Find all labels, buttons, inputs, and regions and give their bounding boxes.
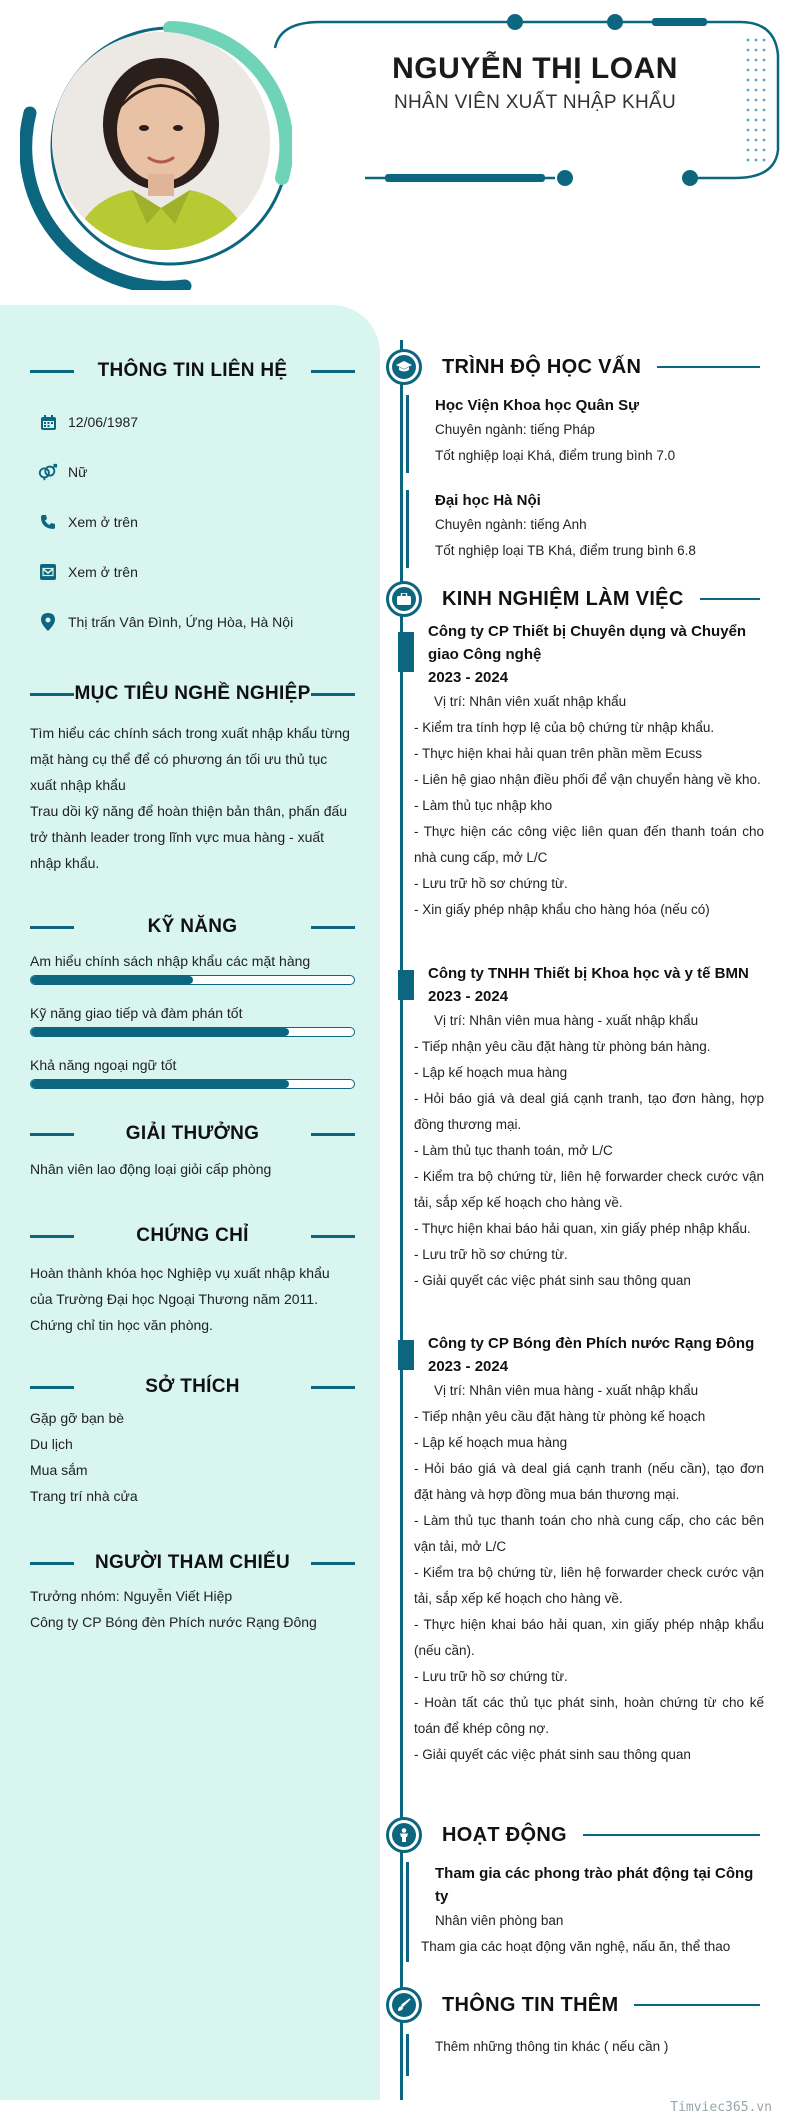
contact-gender: Nữ: [30, 461, 355, 483]
experience-heading: KINH NGHIỆM LÀM VIỆC: [386, 581, 760, 617]
watermark-text: Timviec365.vn: [670, 2100, 772, 2115]
references-section: [30, 1549, 355, 1635]
activities-heading: HOẠT ĐỘNG: [386, 1817, 760, 1853]
objective-section-title: MỤC TIÊU NGHỀ NGHIỆP: [30, 680, 355, 708]
activity-desc: Tham gia các hoạt động văn nghệ, nấu ăn, thể thao: [421, 1939, 731, 1954]
gender-icon: [38, 462, 58, 482]
reference-line: Công ty CP Bóng đèn Phích nước Rạng Đông: [30, 1614, 317, 1630]
phone-icon: [38, 512, 58, 532]
company-name: Công ty CP Bóng đèn Phích nước Rạng Đông: [428, 1335, 755, 1352]
briefcase-icon: [392, 587, 416, 611]
contact-phone: Xem ở trên: [30, 511, 355, 533]
left-column: [0, 305, 380, 2100]
job-marker: [398, 970, 414, 1000]
job-years: 2023 - 2024: [428, 669, 509, 686]
awards-section-title: GIẢI THƯỞNG: [30, 1120, 355, 1148]
extra-info-item: [406, 2034, 766, 2076]
job-position: Vị trí: Nhân viên xuất nhập khẩu: [434, 694, 627, 709]
brush-icon: [392, 1993, 416, 2017]
hobbies-section-title: SỞ THÍCH: [30, 1373, 355, 1401]
experience-item: Công ty CP Bóng đèn Phích nước Rạng Đông 2023 - 2024 Vị trí: Nhân viên mua hàng - xuất nhập khẩu - Tiếp nhận yêu cầu đặt hàng từ phòng kế hoạch - Lập kế hoạch mua hàng - Hỏi báo giá và deal giá cạnh tranh (nếu cần), tạo đơn đặt hàng và hợp đồng mua bán thương mại. - Làm thủ tục thanh toán cho nhà cung cấp, cho các bên vận tải, mở L/C - Kiểm tra bộ chứng từ, liên hệ forwarder check cước vận tải, sắp xếp kế hoạch cho hàng về. - Thực hiện khai báo hải quan, xin giấy phép nhập khẩu (nếu cần). - Lưu trữ hồ sơ chứng từ. - Hoàn tất các thủ tục phát sinh, hoàn chứng từ cho kế toán để khép công nợ. - Giải quyết các việc phát sinh sau thông quan: [414, 1332, 764, 1768]
skill-item: Am hiểu chính sách nhập khẩu các mặt hàng: [30, 953, 355, 985]
contact-address: Thị trấn Vân Đình, Ứng Hòa, Hà Nội: [30, 611, 355, 633]
extra-info-heading: THÔNG TIN THÊM: [386, 1987, 760, 2023]
calendar-icon: [38, 412, 58, 432]
full-name: NGUYỄN THỊ LOAN: [392, 52, 678, 85]
contact-birthdate: 12/06/1987: [30, 411, 355, 433]
hobby-item: Gặp gỡ bạn bè: [30, 1410, 125, 1426]
education-heading: TRÌNH ĐỘ HỌC VẤN: [386, 349, 760, 385]
certificates-section: [30, 1222, 355, 1338]
company-name: Công ty CP Thiết bị Chuyên dụng và Chuyển giao Công nghệ: [428, 623, 747, 663]
reference-line: Trưởng nhóm: Nguyễn Viết Hiệp: [30, 1588, 233, 1604]
graduation-cap-icon: [392, 355, 416, 379]
cv-header: [0, 0, 800, 300]
certificates-section-title: CHỨNG CHỈ: [30, 1222, 355, 1250]
education-item: Học Viện Khoa học Quân Sự Chuyên ngành: tiếng Pháp Tốt nghiệp loại Khá, điểm trung bình 7.0: [406, 395, 766, 473]
certificate-line: Hoàn thành khóa học Nghiệp vụ xuất nhập khẩu của Trường Đại học Ngoại Thương năm 2011.: [30, 1265, 330, 1307]
objective-line: Tìm hiểu các chính sách trong xuất nhập khẩu từng mặt hàng cụ thể để có phương án tối ưu thủ tục xuất nhập khẩu: [30, 725, 350, 793]
references-section-title: NGƯỜI THAM CHIẾU: [30, 1549, 355, 1577]
skill-bar: [30, 1027, 355, 1037]
hobby-item: Mua sắm: [30, 1462, 88, 1478]
extra-info-text: Thêm những thông tin khác ( nếu cần ): [435, 2039, 669, 2054]
hobby-item: Trang trí nhà cửa: [30, 1488, 138, 1504]
school-name: Học Viện Khoa học Quân Sự: [435, 397, 639, 414]
skills-section-title: KỸ NĂNG: [30, 913, 355, 941]
contact-section: [30, 357, 355, 661]
hobbies-section: [30, 1373, 355, 1509]
skill-item: Kỹ năng giao tiếp và đàm phán tốt: [30, 1005, 355, 1037]
job-marker: [398, 1340, 414, 1370]
job-marker: [398, 632, 414, 672]
watermark: [670, 2100, 772, 2115]
job-position: Vị trí: Nhân viên mua hàng - xuất nhập khẩu: [434, 1013, 699, 1028]
award-line: Nhân viên lao động loại giỏi cấp phòng: [30, 1161, 272, 1177]
activity-role: Nhân viên phòng ban: [435, 1913, 564, 1928]
mail-icon: [38, 562, 58, 582]
name-block: [360, 52, 710, 114]
contact-section-title: THÔNG TIN LIÊN HỆ: [30, 357, 355, 385]
skills-section: [30, 913, 355, 1109]
person-icon: [392, 1823, 416, 1847]
hobby-item: Du lịch: [30, 1436, 73, 1452]
job-years: 2023 - 2024: [428, 1358, 509, 1375]
school-name: Đại học Hà Nội: [435, 492, 541, 509]
objective-section: [30, 680, 355, 876]
company-name: Công ty TNHH Thiết bị Khoa học và y tế BMN: [428, 965, 749, 982]
certificate-line: Chứng chỉ tin học văn phòng.: [30, 1317, 213, 1333]
experience-item: Công ty CP Thiết bị Chuyên dụng và Chuyển giao Công nghệ 2023 - 2024 Vị trí: Nhân viên xuất nhập khẩu - Kiểm tra tính hợp lệ của bộ chứng từ nhập khẩu. - Thực hiện khai hải quan trên phần mềm Ecuss - Liên hệ giao nhận điều phối để vận chuyển hàng về kho. - Làm thủ tục nhập kho - Thực hiện các công việc liên quan đến thanh toán cho nhà cung cấp, mở L/C - Lưu trữ hồ sơ chứng từ. - Xin giấy phép nhập khẩu cho hàng hóa (nếu có): [414, 620, 764, 923]
objective-line: Trau dồi kỹ năng để hoàn thiện bản thân, phấn đấu trở thành leader trong lĩnh vực mua hàng - xuất nhập khẩu.: [30, 803, 348, 871]
awards-section: [30, 1120, 355, 1182]
profile-photo: [52, 32, 270, 250]
skill-bar: [30, 975, 355, 985]
contact-email: Xem ở trên: [30, 561, 355, 583]
job-years: 2023 - 2024: [428, 988, 509, 1005]
activity-name: Tham gia các phong trào phát động tại Công ty: [435, 1865, 754, 1905]
skill-item: Khả năng ngoại ngữ tốt: [30, 1057, 355, 1089]
job-title: NHÂN VIÊN XUẤT NHẬP KHẨU: [393, 92, 677, 113]
experience-item: Công ty TNHH Thiết bị Khoa học và y tế BMN 2023 - 2024 Vị trí: Nhân viên mua hàng - xuất nhập khẩu - Tiếp nhận yêu cầu đặt hàng từ phòng bán hàng. - Lập kế hoạch mua hàng - Hỏi báo giá và deal giá cạnh tranh, tạo đơn hàng, hợp đồng thương mại. - Làm thủ tục thanh toán, mở L/C - Kiểm tra bộ chứng từ, liên hệ forwarder check cước vận tải, sắp xếp kế hoạch cho hàng về. - Thực hiện khai báo hải quan, xin giấy phép nhập khẩu. - Lưu trữ hồ sơ chứng từ. - Giải quyết các việc phát sinh sau thông quan: [414, 962, 764, 1294]
activity-item: [406, 1862, 766, 1962]
skill-bar: [30, 1079, 355, 1089]
job-position: Vị trí: Nhân viên mua hàng - xuất nhập khẩu: [434, 1383, 699, 1398]
location-pin-icon: [38, 612, 58, 632]
education-item: Đại học Hà Nội Chuyên ngành: tiếng Anh Tốt nghiệp loại TB Khá, điểm trung bình 6.8: [406, 490, 766, 568]
